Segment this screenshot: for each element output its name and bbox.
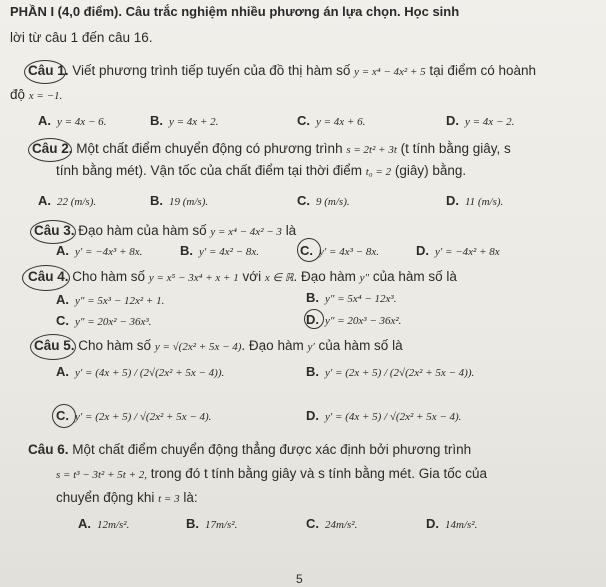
question-2-line2 [56,163,466,178]
question-text: Viết phương trình tiếp tuyến của đồ thị hàm số [72,63,351,78]
option-a[interactable]: A. y″ = 5x³ − 12x² + 1. [56,292,165,307]
option-d[interactable]: D. y′ = −4x² + 8x [416,243,500,258]
option-c[interactable]: C. y′ = 4x³ − 8x. [300,243,379,258]
function-expression: y = √(2x² + 5x − 4) [154,341,242,353]
condition-expression: t = 3 [158,493,180,505]
section-instruction: lời từ câu 1 đến câu 16. [10,30,153,45]
question-text-cont: (giây) bằng. [394,163,467,178]
option-c[interactable]: C. y′ = (2x + 5) / √(2x² + 5x − 4). [56,408,212,423]
option-d[interactable]: D. y′ = (4x + 5) / √(2x² + 5x − 4). [306,408,462,423]
option-b[interactable]: B. y″ = 5x⁴ − 12x³. [306,290,397,305]
option-c[interactable]: C. y = 4x + 6. [297,113,366,128]
question-text-cont: độ [10,87,26,102]
question-text-cont: là [285,223,297,238]
question-4 [28,269,457,284]
question-text-cont: với [242,269,262,284]
question-text: Cho hàm số [72,269,146,284]
question-text: Cho hàm số [78,338,152,353]
option-a[interactable]: A. y = 4x − 6. [38,113,107,128]
question-6-line2 [56,466,487,481]
question-text-cont: trong đó t tính bằng giây và s tính bằng mét. Gia tốc của [150,466,487,481]
question-label: Câu 6. [28,442,69,457]
option-a[interactable]: A. y′ = −4x³ + 8x. [56,243,143,258]
option-d[interactable]: D. y = 4x − 2. [446,113,515,128]
question-6-line3 [56,490,198,505]
option-b[interactable]: B. y′ = 4x² − 8x. [180,243,259,258]
question-text-cont: . Đạo hàm [293,269,356,284]
condition-expression: t₀ = 2 [365,166,392,178]
question-6 [28,442,471,457]
question-text: Đạo hàm của hàm số [78,223,207,238]
question-label: Câu 5. [34,338,75,353]
question-5 [34,338,403,353]
option-a[interactable]: A. 22 (m/s). [38,193,97,208]
question-text-cont: chuyển động khi [56,490,155,505]
option-b[interactable]: B. y = 4x + 2. [150,113,219,128]
question-text-cont: (t tính bằng giây, s [400,141,511,156]
option-c[interactable]: C. y″ = 20x² − 36x³. [56,313,152,328]
derivative-symbol: y′ [307,341,315,353]
derivative-symbol: y″ [359,272,370,284]
question-1 [28,63,536,78]
option-c[interactable]: C. 24m/s². [306,516,358,531]
question-text-cont: của hàm số là [372,269,457,284]
question-text-cont: tính bằng mét). Vận tốc của chất điểm tại thời điểm [56,163,363,178]
question-1-line2 [10,87,62,102]
question-label: Câu 2. [32,141,73,156]
function-expression: y = x⁵ − 3x⁴ + x + 1 [148,272,239,284]
option-d[interactable]: D. 14m/s². [426,516,478,531]
question-label: Câu 1. [28,63,69,78]
option-b[interactable]: B. 17m/s². [186,516,238,531]
question-text: Một chất điểm chuyển động thẳng được xác định bởi phương trình [72,442,472,457]
question-3 [34,223,296,238]
option-c[interactable]: C. 9 (m/s). [297,193,350,208]
option-b[interactable]: B. 19 (m/s). [150,193,209,208]
option-d[interactable]: D. 11 (m/s). [446,193,504,208]
page-number: 5 [296,572,303,586]
question-text-cont: của hàm số là [318,338,403,353]
option-d[interactable]: D. y″ = 20x³ − 36x². [306,312,402,327]
function-expression: s = t³ − 3t² + 5t + 2, [56,469,147,481]
question-label: Câu 3. [34,223,75,238]
question-2 [32,141,511,156]
section-heading: PHẦN I (4,0 điểm). Câu trắc nghiệm nhiều phương án lựa chọn. Học sinh [10,4,460,19]
condition-expression: x = −1. [28,90,63,102]
option-b[interactable]: B. y′ = (2x + 5) / (2√(2x² + 5x − 4)). [306,364,475,379]
question-label: Câu 4. [28,269,69,284]
condition-expression: x ∈ ℝ [264,272,294,284]
question-text-cont: là: [183,490,198,505]
question-text-cont: tại điểm có hoành [429,63,536,78]
function-expression: y = x⁴ − 4x² + 5 [354,66,426,78]
function-expression: s = 2t² + 3t [346,144,397,156]
option-a[interactable]: A. y′ = (4x + 5) / (2√(2x² + 5x − 4)). [56,364,225,379]
option-a[interactable]: A. 12m/s². [78,516,130,531]
function-expression: y = x⁴ − 4x² − 3 [210,226,282,238]
question-text: Một chất điểm chuyển động có phương trình [76,141,343,156]
question-text-cont: . Đạo hàm [241,338,304,353]
